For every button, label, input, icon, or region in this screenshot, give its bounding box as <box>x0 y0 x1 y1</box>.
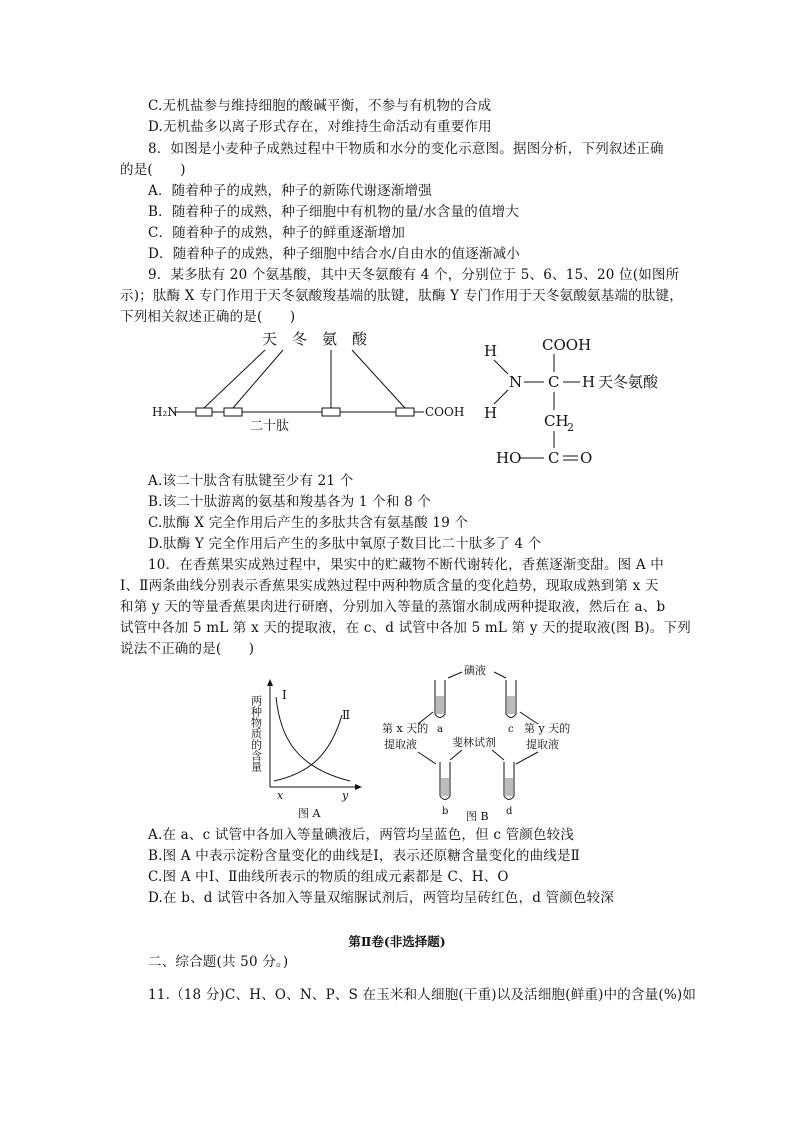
chain-label: 二十肽 <box>250 419 290 434</box>
q8-option-b: B．随着种子的成熟，种子细胞中有机物的量/水含量的值增大 <box>148 204 520 220</box>
figure-a-graph <box>250 675 370 825</box>
curve-ii-label: Ⅱ <box>342 708 351 722</box>
q9-option-a: A.该二十肽含有肽键至少有 21 个 <box>148 473 354 489</box>
curve-ii <box>274 715 342 781</box>
test-tube-b <box>440 762 450 800</box>
residue-box <box>396 408 414 416</box>
test-tube-c <box>506 680 516 718</box>
peptide-chain-figure <box>140 330 465 440</box>
day-x-extract-label: 提取液 <box>384 738 417 751</box>
svg-text:COOH: COOH <box>542 336 592 354</box>
svg-text:天冬氨酸: 天冬氨酸 <box>598 373 659 391</box>
svg-text:N: N <box>509 373 523 391</box>
fehling-reagent-label: 斐林试剂 <box>452 736 496 749</box>
amino-end-label: H₂N <box>152 405 178 419</box>
q9-option-b: B.该二十肽游离的氨基和羧基各为 1 个和 8 个 <box>148 494 432 510</box>
aspartic-acid-structure <box>478 332 698 472</box>
q8-stem-cont: 的是( ) <box>120 162 186 178</box>
svg-text:C: C <box>548 373 560 391</box>
q10-option-c: C.图 A 中Ⅰ、Ⅱ曲线所表示的物质的组成元素都是 C、H、O <box>148 869 509 885</box>
svg-text:H: H <box>582 373 596 391</box>
q10-option-d: D.在 b、d 试管中各加入等量双缩脲试剂后，两管均呈砖红色，d 管颜色较深 <box>148 890 615 906</box>
svg-text:C: C <box>548 449 560 467</box>
section-heading: 二、综合题(共 50 分。) <box>148 954 289 970</box>
residue-box <box>322 408 340 416</box>
q10-option-a: A.在 a、c 试管中各加入等量碘液后，两管均呈蓝色，但 c 管颜色较浅 <box>148 827 575 843</box>
iodine-label: 碘液 <box>464 664 486 677</box>
svg-text:2: 2 <box>567 421 574 434</box>
tube-a-label: a <box>437 724 443 735</box>
test-tube-a <box>435 680 445 718</box>
q9-option-d: D.肽酶 Y 完全作用后产生的多肽中氧原子数目比二十肽多了 4 个 <box>148 536 542 552</box>
figure-b-caption: 图 B <box>466 810 489 823</box>
section-title: 第Ⅱ卷(非选择题) <box>348 934 446 949</box>
day-y-extract-label: 提取液 <box>526 738 559 751</box>
q7-option-c: C.无机盐参与维持细胞的酸碱平衡，不参与有机物的合成 <box>148 98 492 114</box>
x-tick: x <box>277 789 284 802</box>
tube-d-label: d <box>506 806 513 817</box>
day-x-label: 第 x 天的 <box>382 722 429 735</box>
svg-text:CH: CH <box>544 412 569 430</box>
figure-b-diagram <box>378 658 578 824</box>
q8-option-c: C．随着种子的成熟，种子的鲜重逐渐增加 <box>148 225 406 241</box>
q8-option-a: A．随着种子的成熟，种子的新陈代谢逐渐增强 <box>148 183 432 199</box>
residue-box <box>196 408 212 416</box>
q10-stem: 10．在香蕉果实成熟过程中，果实中的贮藏物不断代谢转化，香蕉逐渐变甜。图 A 中 <box>148 557 665 573</box>
svg-text:HO: HO <box>496 449 522 467</box>
q9-stem: 9．某多肽有 20 个氨基酸，其中天冬氨酸有 4 个，分别位于 5、6、15、20 位(如图所 <box>148 267 680 283</box>
curve-i <box>276 697 350 781</box>
q10-stem-cont4: 说法不正确的是( ) <box>120 641 255 657</box>
q10-option-b: B.图 A 中表示淀粉含量变化的曲线是Ⅰ，表示还原糖含量变化的曲线是Ⅱ <box>148 848 581 864</box>
q9-stem-cont: 示)；肽酶 X 专门作用于天冬氨酸羧基端的肽键，肽酶 Y 专门作用于天冬氨酸氨基端的肽键， <box>120 288 683 304</box>
q10-stem-cont3: 试管中各加 5 mL 第 x 天的提取液，在 c、d 试管中各加 5 mL 第 y 天的提取液(图 B)。下列 <box>120 620 691 636</box>
q10-stem-cont2: 和第 y 天的等量香蕉果肉进行研磨，分别加入等量的蒸馏水制成两种提取液，然后在 a、b <box>120 599 666 615</box>
residue-box <box>224 408 242 416</box>
q8-option-d: D．随着种子的成熟，种子细胞中结合水/自由水的值逐渐减小 <box>148 246 520 262</box>
tube-b-label: b <box>442 806 449 817</box>
test-tube-d <box>504 762 514 800</box>
q9-option-c: C.肽酶 X 完全作用后产生的多肽共含有氨基酸 19 个 <box>148 515 469 531</box>
y-axis-label: 两种物质的含量 <box>249 695 263 772</box>
curve-i-label: Ⅰ <box>282 688 287 702</box>
day-y-label: 第 y 天的 <box>524 722 571 735</box>
svg-text:O: O <box>580 449 593 467</box>
q7-option-d: D.无机盐多以离子形式存在，对维持生命活动有重要作用 <box>148 119 492 135</box>
tube-c-label: c <box>508 724 514 735</box>
aspartic-acid-label: 天 冬 氨 酸 <box>262 330 368 348</box>
q10-stem-cont: Ⅰ、Ⅱ两条曲线分别表示香蕉果实成熟过程中两种物质含量的变化趋势，现取成熟到第 x 天 <box>120 578 659 594</box>
figure-a-caption: 图 A <box>298 807 321 820</box>
q8-stem: 8．如图是小麦种子成熟过程中干物质和水分的变化示意图。据图分析，下列叙述正确 <box>148 141 664 157</box>
y-tick: y <box>342 789 349 802</box>
svg-text:H: H <box>484 342 498 360</box>
carboxyl-end-label: COOH <box>425 405 465 419</box>
q9-stem-cont2: 下列相关叙述正确的是( ) <box>120 309 296 325</box>
svg-text:H: H <box>484 404 498 422</box>
q11-stem: 11.（18 分)C、H、O、N、P、S 在玉米和人细胞(干重)以及活细胞(鲜重)中的含量(%)如 <box>148 987 697 1003</box>
